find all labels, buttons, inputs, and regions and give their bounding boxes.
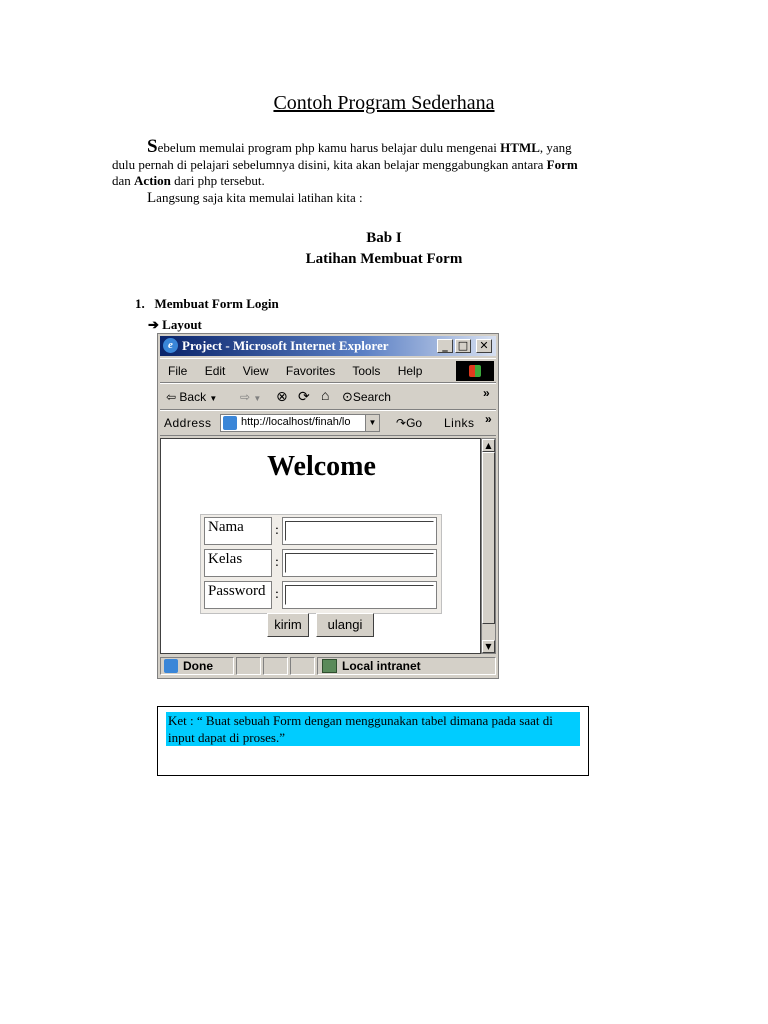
password-input[interactable] [285,585,434,605]
menu-favorites[interactable]: Favorites [285,364,336,378]
ie-logo-icon: e [163,338,178,353]
status-bar [160,656,496,676]
go-arrow-icon: ↷ [396,416,407,430]
menu-edit[interactable]: Edit [204,364,226,378]
window-title: Project - Microsoft Internet Explorer [182,338,389,353]
chapter-number: Bab I [366,230,402,246]
arrow-right-icon: ➔ [148,317,159,332]
label-password: Password [204,581,272,609]
toolbar-overflow-icon[interactable]: » [483,386,490,400]
links-overflow-icon[interactable]: » [485,412,492,426]
intranet-zone-icon [322,659,337,673]
go-button[interactable]: ↷Go [396,416,423,430]
layout-heading: ➔ Layout [148,317,202,332]
note-text: Ket : “ Buat sebuah Form dengan menggunakan tabel dimana pada saat di input dapat di proses.” [166,712,580,746]
home-icon[interactable]: ⌂ [321,387,330,403]
address-bar [160,410,496,436]
kelas-input[interactable] [285,553,434,573]
dropcap-s: S [147,136,158,157]
scroll-down-icon[interactable]: ▼ [482,640,495,653]
search-button[interactable]: ⊙Search [342,389,391,404]
vertical-scrollbar[interactable] [481,438,496,654]
note-box [157,706,589,776]
list-item-login: 1. Membuat Form Login [135,296,279,311]
address-input[interactable]: http://localhost/finah/lo ▼ [220,414,380,432]
kirim-button[interactable]: kirim [267,613,309,637]
label-nama: Nama [204,517,272,545]
label-kelas: Kelas [204,549,272,577]
document-title: Contoh Program Sederhana [273,92,495,114]
minimize-icon[interactable]: _ [437,339,453,353]
title-bar [160,336,496,356]
page-content [160,438,481,654]
links-button[interactable]: Links [444,416,475,430]
ulangi-button[interactable]: ulangi [316,613,374,637]
page-icon [223,416,237,430]
address-dropdown-icon[interactable]: ▼ [365,415,379,431]
forward-button[interactable]: ⇨ ▼ [240,390,262,404]
scroll-thumb[interactable] [482,452,495,624]
intro-paragraph: Sebelum memulai program php kamu harus belajar dulu mengenai HTML, yang dulu pernah di pelajari sebelumnya disini, kita akan belajar menggabungkan antara Form dan Action dari php tersebut. Langsung saja kita memulai latihan kita : [112,136,578,206]
close-icon[interactable]: ✕ [476,339,492,353]
scroll-up-icon[interactable]: ▲ [482,439,495,452]
menu-help[interactable]: Help [397,364,423,378]
maximize-icon[interactable]: □ [455,339,471,353]
menu-tools[interactable]: Tools [352,364,381,378]
back-button[interactable]: ⇦ Back ▼ [166,390,218,404]
chapter-title: Latihan Membuat Form [305,251,463,267]
status-done: Done [183,659,213,673]
address-label: Address [164,416,212,430]
browser-window [157,333,499,679]
nama-input[interactable] [285,521,434,541]
login-form-table: Nama : Kelas : Password : [200,514,442,614]
stop-icon[interactable]: ⊗ [276,388,288,404]
search-icon: ⊙ [342,389,353,404]
status-zone: Local intranet [342,659,421,673]
menu-view[interactable]: View [242,364,269,378]
page-done-icon [164,659,178,673]
welcome-heading: Welcome [267,451,376,482]
refresh-icon[interactable]: ⟳ [298,388,310,404]
menu-bar [160,358,496,383]
toolbar [160,383,496,410]
windows-logo-icon [456,361,494,381]
menu-file[interactable]: File [168,364,188,378]
